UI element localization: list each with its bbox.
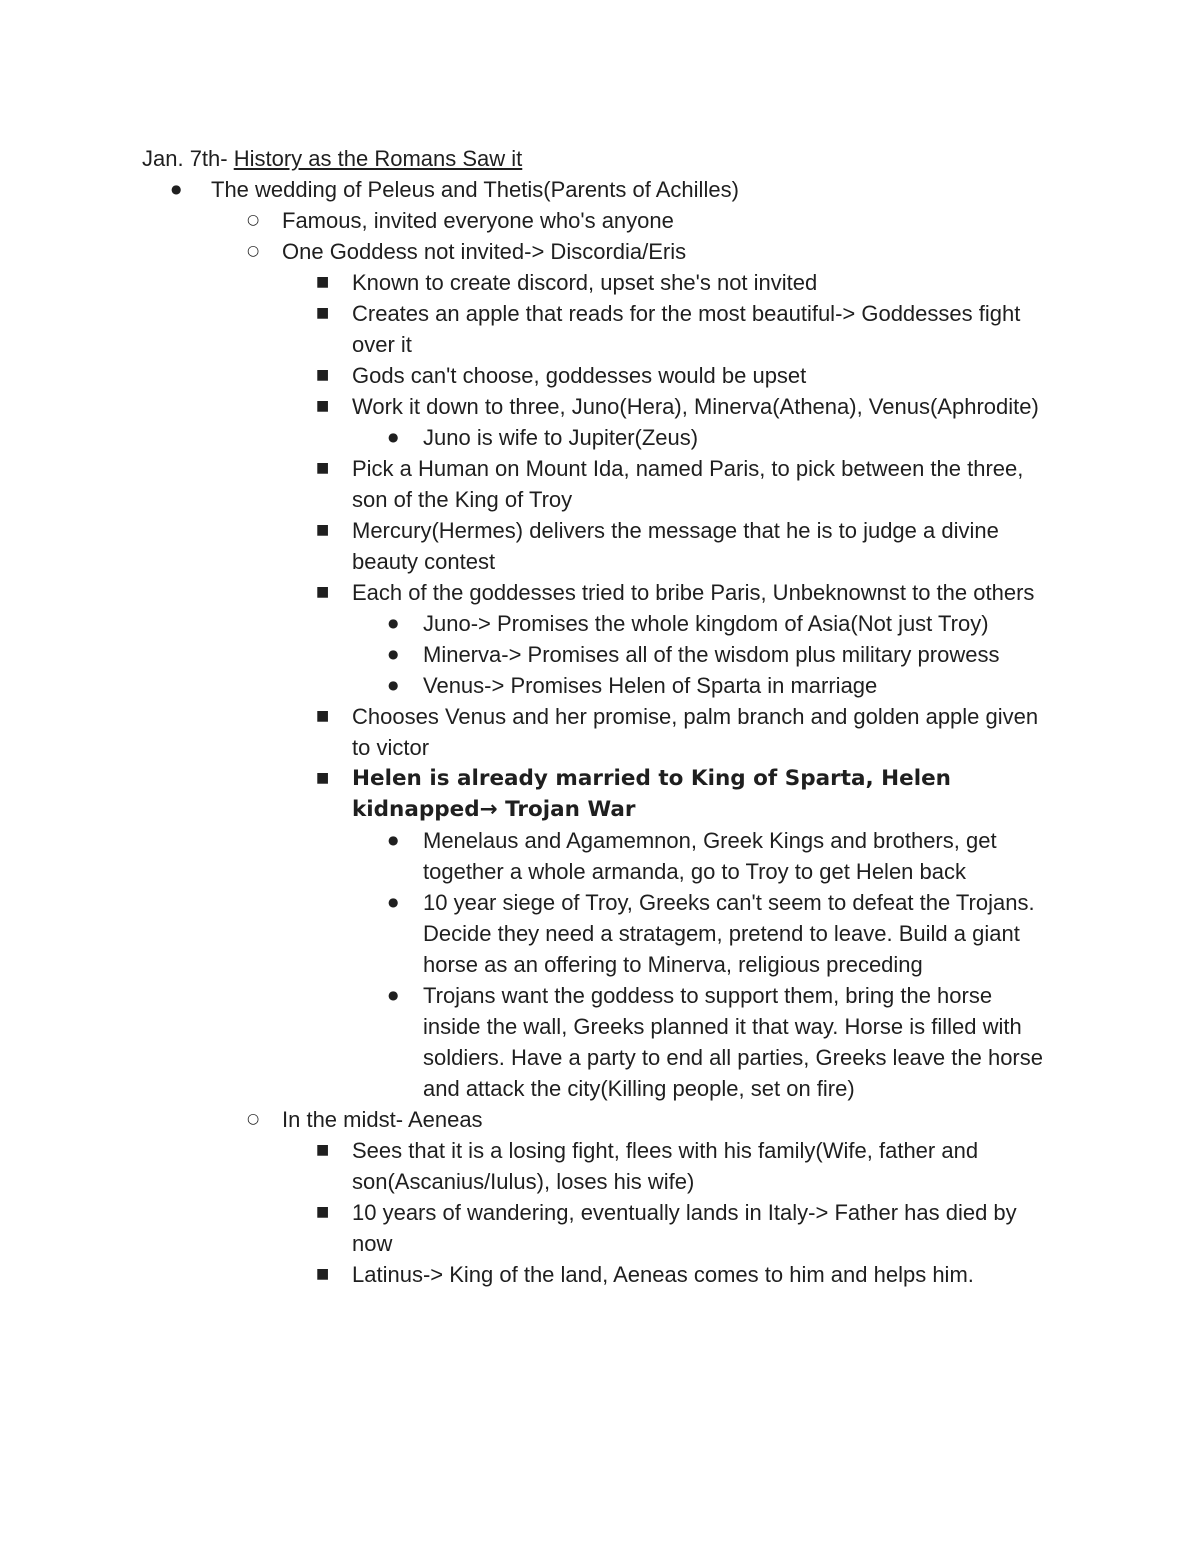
list-item-level-4 [0,980,1048,1104]
bullet-icon: ■ [316,1204,330,1220]
list-item-text: Creates an apple that reads for the most beautiful-> Goddesses fight over it [352,301,1021,357]
list-item-level-3 [0,577,1052,608]
bullet-icon: ● [388,833,399,847]
list-item-level-4 [0,887,1048,980]
bullet-icon: ■ [316,584,330,600]
list-item-text: Venus-> Promises Helen of Sparta in marriage [423,673,878,698]
bullet-icon: ● [171,182,182,196]
note-header [142,143,522,174]
bullet-icon: ■ [316,274,330,290]
list-item-text: 10 year siege of Troy, Greeks can't seem to defeat the Trojans. Decide they need a stratagem, pretend to leave. Build a giant horse as an offering to Minerva, religious preceding [423,890,1035,977]
bullet-icon: ■ [316,305,330,321]
bullet-icon: ● [388,895,399,909]
bullet-icon: ○ [247,243,260,259]
list-item-text: Gods can't choose, goddesses would be upset [352,363,807,388]
bullet-icon: ● [388,988,399,1002]
list-item-text: Latinus-> King of the land, Aeneas comes to him and helps him. [352,1262,974,1287]
list-item-level-3 [0,360,1052,391]
list-item-level-3 [0,267,1052,298]
list-item-text: Helen is already married to King of Sparta, Helen kidnapped→ Trojan War [352,766,951,822]
bullet-icon: ● [388,616,399,630]
list-item-level-3 [0,1197,1052,1259]
bullet-icon: ■ [316,770,330,786]
list-item-text: Menelaus and Agamemnon, Greek Kings and brothers, get together a whole armanda, go to Troy to get Helen back [423,828,997,884]
list-item-level-1 [0,174,1111,205]
list-item-level-4 [0,825,1048,887]
bullet-icon: ■ [316,367,330,383]
bullet-icon: ● [388,678,399,692]
outline-list [0,174,1200,1290]
list-item-level-4 [0,670,1048,701]
note-title: History as the Romans Saw it [233,146,523,171]
list-item-level-3 [0,453,1052,515]
list-item-level-2 [0,205,1102,236]
note-date: Jan. 7th- [142,146,234,171]
list-item-text: Known to create discord, upset she's not invited [352,270,818,295]
bullet-icon: ■ [316,708,330,724]
list-item-level-3 [0,515,1052,577]
list-item-text: Juno-> Promises the whole kingdom of Asia(Not just Troy) [423,611,989,636]
list-item-level-4 [0,608,1048,639]
list-item-text: Minerva-> Promises all of the wisdom plus military prowess [423,642,1000,667]
list-item-level-3 [0,391,1052,422]
bullet-icon: ■ [316,398,330,414]
list-item-text: Juno is wife to Jupiter(Zeus) [423,425,699,450]
list-item-level-2 [0,236,1102,267]
list-item-text: In the midst- Aeneas [282,1107,483,1132]
list-item-text: Trojans want the goddess to support them, bring the horse inside the wall, Greeks planned it that way. Horse is filled with soldiers. Have a party to end all parties, Greeks leave the horse and attack the city(Killing people, set on fire) [423,983,1043,1101]
list-item-level-4 [0,422,1048,453]
bullet-icon: ○ [247,212,260,228]
bullet-icon: ■ [316,1266,330,1282]
list-item-text: Chooses Venus and her promise, palm branch and golden apple given to victor [352,704,1039,760]
list-item-level-3 [0,763,1052,825]
list-item-text: Work it down to three, Juno(Hera), Minerva(Athena), Venus(Aphrodite) [352,394,1039,419]
bullet-icon: ● [388,647,399,661]
list-item-text: The wedding of Peleus and Thetis(Parents of Achilles) [211,177,739,202]
list-item-text: Sees that it is a losing fight, flees with his family(Wife, father and son(Ascanius/Iulus), loses his wife) [352,1138,979,1194]
bullet-icon: ■ [316,1142,330,1158]
list-item-level-3 [0,1259,1052,1290]
list-item-text: Each of the goddesses tried to bribe Paris, Unbeknownst to the others [352,580,1035,605]
list-item-text: 10 years of wandering, eventually lands in Italy-> Father has died by now [352,1200,1017,1256]
bullet-icon: ● [388,430,399,444]
list-item-level-4 [0,639,1048,670]
bullet-icon: ■ [316,460,330,476]
list-item-level-3 [0,298,1052,360]
list-item-text: One Goddess not invited-> Discordia/Eris [282,239,687,264]
list-item-level-3 [0,701,1052,763]
bullet-icon: ○ [247,1111,260,1127]
list-item-level-2 [0,1104,1102,1135]
bullet-icon: ■ [316,522,330,538]
list-item-text: Mercury(Hermes) delivers the message that he is to judge a divine beauty contest [352,518,999,574]
list-item-text: Famous, invited everyone who's anyone [282,208,674,233]
list-item-text: Pick a Human on Mount Ida, named Paris, to pick between the three, son of the King of Troy [352,456,1024,512]
list-item-level-3 [0,1135,1052,1197]
